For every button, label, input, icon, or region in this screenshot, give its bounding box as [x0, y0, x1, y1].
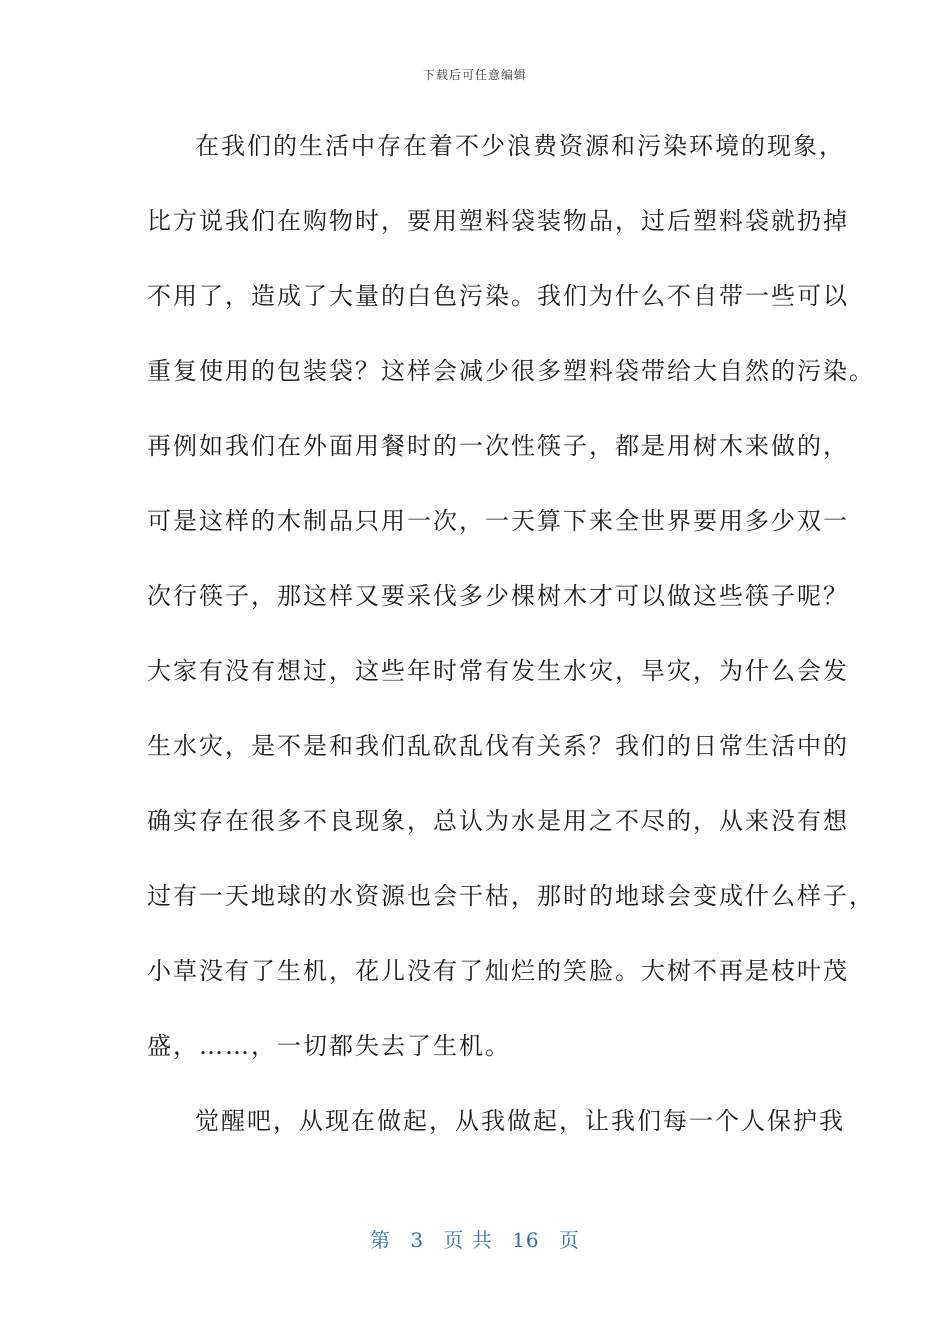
text-line: 不用了，造成了大量的白色污染。我们为什么不自带一些可以: [147, 282, 849, 310]
page-header-note: 下载后可任意编辑: [422, 68, 527, 82]
footer-suffix: 页: [558, 1228, 580, 1252]
current-page-number: 3: [410, 1228, 425, 1252]
text-line: 次行筷子，那这样又要采伐多少棵树木才可以做这些筷子呢？: [147, 582, 849, 610]
text-line: 大家有没有想过，这些年时常有发生水灾，旱灾，为什么会发: [147, 657, 849, 685]
text-line: 在我们的生活中存在着不少浪费资源和污染环境的现象，: [195, 132, 845, 160]
text-line: 再例如我们在外面用餐时的一次性筷子，都是用树木来做的，: [147, 432, 849, 460]
text-line: 小草没有了生机，花儿没有了灿烂的笑脸。大树不再是枝叶茂: [147, 957, 849, 985]
footer-middle: 页 共: [443, 1228, 493, 1252]
document-body: [147, 126, 875, 1176]
footer-prefix: 第: [370, 1228, 391, 1252]
text-line: 生水灾，是不是和我们乱砍乱伐有关系？我们的日常生活中的: [147, 732, 849, 760]
text-line: 过有一天地球的水资源也会干枯，那时的地球会变成什么样子，: [147, 882, 875, 910]
text-line: 可是这样的木制品只用一次，一天算下来全世界要用多少双一: [147, 507, 849, 535]
text-line: 比方说我们在购物时，要用塑料袋装物品，过后塑料袋就扔掉: [147, 207, 849, 235]
text-line: 觉醒吧，从现在做起，从我做起，让我们每一个人保护我: [195, 1107, 845, 1135]
text-line: 盛，……，一切都失去了生机。: [147, 1032, 511, 1060]
total-page-count: 16: [512, 1228, 540, 1252]
text-line: 确实存在很多不良现象，总认为水是用之不尽的，从来没有想: [147, 807, 849, 835]
page-footer: [0, 1224, 950, 1253]
text-line: 重复使用的包装袋？这样会减少很多塑料袋带给大自然的污染。: [147, 357, 875, 385]
